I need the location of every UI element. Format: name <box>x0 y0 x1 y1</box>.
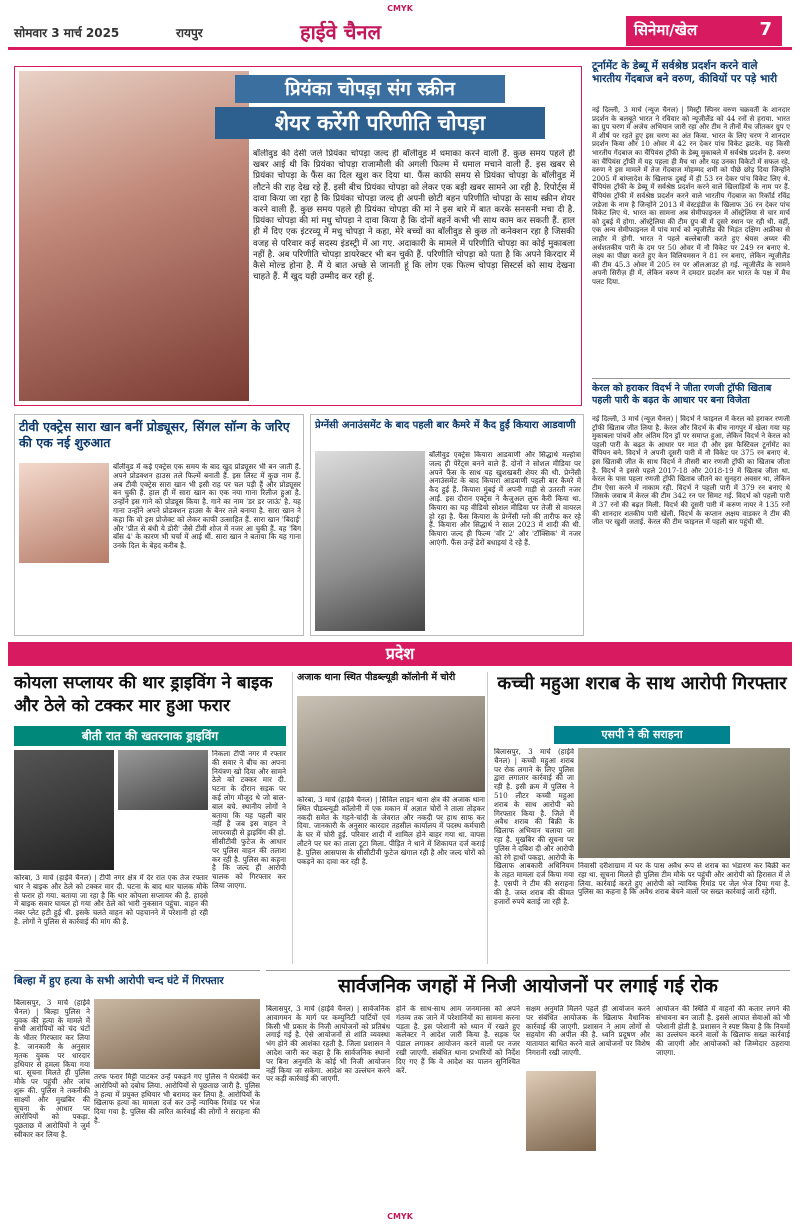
lead-headline-line1: प्रियंका चोपड़ा संग स्क्रीन <box>235 75 505 103</box>
sports-story-varun <box>592 60 790 372</box>
murder-story <box>14 970 260 1202</box>
accident-headline: कोयला सप्लायर की थार ड्राइविंग ने बाइक और ठेले को टक्कर मार हुआ फरार <box>14 673 273 716</box>
issue-date: सोमवार 3 मार्च 2025 <box>14 26 120 40</box>
sports-body-varun: नई दिल्ली, 3 मार्च (न्यूज चैनल) | मिस्ट्री स्पिनर वरुण चक्रवर्ती के शानदार प्रदर्शन के बलबूते भारत ने रविवार को न्यूजीलैंड को 44 रनों से हराया. भारत का ग्रुप चरण में अजेय अभियान जारी रहा और टीम ने तीनों मैच जीतकर ग्रुप ए में शीर्ष पर रहते हुए इस चरण का अंत किया. भारत के लिए चरण ने शानदार प्रदर्शन किया और 10 ओवर में 42 रन देकर पांच विकेट झटके. यह किसी भारतीय गेंदबाज का चैंपियंस ट्रॉफी के डेब्यू मुकाबले में सर्वश्रेष्ठ प्रदर्शन है. वरुण का चैंपियंस ट्रॉफी में यह पहला ही मैच था और यह उनका विकेटों में सफल रहे. वरुण ने इस मामले में तेज गेंदबाज मोहम्मद शमी को पीछे छोड़ दिया जिन्होंने 2005 में बांग्लादेश के खिलाफ दुबई में ही 53 रन देकर पांच विकेट लिए थे. चैंपियंस ट्रॉफी के डेब्यू में सर्वश्रेष्ठ प्रदर्शन करने वाले खिलाड़ियों के नाम पर हैं. चैंपियंस ट्रॉफी में सर्वश्रेष्ठ प्रदर्शन करने वाले भारतीय गेंदबाज का रिकॉर्ड रविंद्र जडेजा के नाम है जिन्होंने 2013 में वेस्टइंडीज के खिलाफ 36 रन देकर पांच विकेट लिए थे. भारत का सामना अब सेमीफाइनल में ऑस्ट्रेलिया से चार मार्च को दुबई में होगा. ऑस्ट्रेलिया की टीम ग्रुप बी में दूसरे स्थान पर रही थी. वहीं, एक अन्य सेमीफाइनल में पांच मार्च को न्यूजीलैंड की भिड़ंत दक्षिण अफ्रीका से लाहौर में होगी. भारत ने पहले बल्लेबाजी करते हुए श्रेयस अय्यर की अर्धशतकीय पारी के दम पर 50 ओवर में नौ विकेट पर 249 रन बनाए थे. लक्ष्य का पीछा करते हुए केन विलियमसन ने 81 रन बनाए, लेकिन न्यूजीलैंड की टीम 45.3 ओवर में 205 रन पर ऑलआउट हो गई. न्यूजीलैंड के सामने अपनी सिरीज़ ही में, लेकिन वरुण ने दमदार प्रदर्शन कर भारत के पक्ष में मैच पलट दिया. <box>592 106 790 286</box>
public-events-headline: सार्वजनिक जगहों में निजी आयोजनों पर लगाई गई रोक <box>338 975 718 997</box>
section-tab <box>626 16 782 46</box>
liquor-body-right: निवासी दरीशाग्राम में घर के पास अवैध रूप से शराब का भंडारण कर बिक्री कर रहा था. सूचना मिलते ही पुलिस टीम मौके पर पहुंची और आरोपी को हिरासत में ले लिया. कार्रवाई करते हुए आरोपी को न्यायिक रिमांड पर जेल भेज दिया गया है. पुलिस का कहना है कि अवैध शराब बेचने वालों पर सख्त कार्रवाई जारी रहेगी. <box>578 862 790 897</box>
tv-actress-body: बॉलीवुड में कई एक्ट्रेस एक समय के बाद खुद प्रोड्यूसर भी बन जाती हैं. अपने प्रोडक्शन हाउस तले फिल्में बनाती हैं. इस लिस्ट में कुछ नाम हैं. अब टीवी एक्ट्रेस सारा खान भी इसी राह पर चल पड़ी हैं और प्रोड्यूसर बन चुकी हैं. हाल ही में सारा खान का एक नया गाना रिलीज हुआ है. उन्होंने इस गाने को प्रोड्यूस किया है. गाने का नाम 'डर डर जाऊं' है. यह गाना उन्होंने अपने प्रोडक्शन हाउस के बैनर तले बनाया है. सारा खान ने कहा कि वो इस प्रोजेक्ट को लेकर काफी उत्साहित हैं. सारा खान 'बिदाई' और 'प्रीत से बंधी ये डोरी' जैसे टीवी शोज में नजर आ चुकी हैं. वह 'बिग बॉस 4' के कारण भी चर्चा में आई थीं. सारा खान ने बताया कि यह गाना उनके दिल के बेहद करीब है. <box>113 463 301 551</box>
lead-body: बॉलीवुड की देसी जर्ल प्रियंका चोपड़ा जल्द ही बॉलीवुड में धमाका करने वाली हैं. कुछ समय पहले ही खबर आई थी कि प्रियंका चोपड़ा राजामौली की अगली फिल्म में धमाल मचाने वाली हैं. इस खबर से प्रियंका चोपड़ा के फैंस का दिल खुश कर दिया था. फैंस काफी समय से प्रियंका चोपड़ा के बॉलीवुड में लौटने की राह देख रहे हैं. इसी बीच प्रियंका चोपड़ा को लेकर एक बड़ी खबर सामने आ रही है. रिपोर्ट्स में दावा किया जा रहा है कि प्रियंका चोपड़ा जल्द ही अपनी छोटी बहन परिणीति चोपड़ा के साथ स्क्रीन शेयर करने वाली हैं. कुछ समय पहले ही प्रियंका चोपड़ा की मां ने इस बारे में बात करके सनसनी मचा दी है. प्रियंका चोपड़ा की मां मधु चोपड़ा ने दावा किया है कि दोनों बहनें कभी भी साथ काम कर सकती हैं. हाल ही में दिए एक इंटरव्यू में मधु चोपड़ा ने कहा, मेरे बच्चों का बॉलीवुड से कुछ तो कनेक्शन रहा है जिसकी वजह से परिवार कई सदस्य इंडस्ट्री में आ गए. अदाकारी के मामले में परिणीति चोपड़ा का कोई मुकाबला नहीं है. अब परिणीति चोपड़ा डायरेक्टर भी बन चुकी हैं. परिणीति चोपड़ा को पता है कि अपने किरदार में कैसे मोल्ड होना है. मैं ये बात अच्छे से जानती हूं कि लोग एक फिल्म चोपड़ा सिस्टर्स को साथ देखना चाहते हैं. मैं खुद यही उम्मीद कर रही हूं. <box>253 149 575 283</box>
tv-actress-story <box>14 414 304 636</box>
kiara-headline: प्रेग्नेंसी अनाउंसमेंट के बाद पहली बार कैमरे में कैद हुईं कियारा आडवाणी <box>315 420 576 431</box>
accident-photo-1 <box>14 750 114 870</box>
theft-photo <box>297 696 485 792</box>
kiara-story <box>310 414 584 636</box>
murder-headline: बिल्हा में हुए हत्या के सभी आरोपी चन्द घंटे में गिरफ्तार <box>14 975 224 987</box>
theft-body: कोरबा, 3 मार्च (हाईवे चैनल) | सिविल लाइन थाना क्षेत्र की अजाक थाना स्थित पीडब्ल्यूडी कॉलोनी में एक मकान में अज्ञात चोरों ने ताला तोड़कर नकदी समेत के गहने-चांदी के जेवरात और नकदी पर हाथ साफ कर दिया. जानकारी के अनुसार कारदार तहसील कार्यालय में पदस्थ कर्मचारी के घर में चोरी हुई. परिवार शादी में शामिल होने बाहर गया था. वापस लौटने पर घर का ताला टूटा मिला. पीड़ित ने थाने में शिकायत दर्ज कराई है. पुलिस आसपास के सीसीटीवी फुटेज खंगाल रही है और जल्द चोरों को पकड़ने का दावा कर रही है. <box>297 796 485 866</box>
sports-story-ranji <box>592 378 790 638</box>
newspaper-logo: हाईवे चैनल <box>300 20 382 44</box>
liquor-subhead: एसपी ने की सराहना <box>554 726 730 744</box>
cmyk-marker-top: CMYK <box>387 4 413 13</box>
liquor-photo <box>578 748 790 858</box>
sports-headline-ranji: केरल को हराकर विदर्भ ने जीता रणजी ट्रॉफी खिताब पहली पारी के बढ़त के आधार पर बना विजेता <box>592 383 772 406</box>
liquor-headline: कच्ची महुआ शराब के साथ आरोपी गिरफ्तार <box>497 673 787 694</box>
lead-headline-line2: शेयर करेंगी परिणीति चोपड़ा <box>215 107 545 139</box>
public-events-story <box>266 970 790 1202</box>
liquor-body-left: बिलासपुर, 3 मार्च (हाईवे चैनल) | कच्ची महुआ शराब पर रोक लगाने के लिए पुलिस द्वारा लगातार कार्रवाई की जा रही है. इसी क्रम में पुलिस ने 510 लीटर कच्ची महुआ शराब के साथ आरोपी को गिरफ्तार किया है. जिले में अवैध शराब की बिक्री के खिलाफ अभियान चलाया जा रहा है. मुखबिर की सूचना पर पुलिस ने दबिश दी और आरोपी को रंगे हाथों पकड़ा. आरोपी के खिलाफ आबकारी अधिनियम के तहत मामला दर्ज किया गया है. एसपी ने टीम की सराहना की है. जब्त शराब की कीमत हजारों रुपये बताई जा रही है. <box>494 748 574 906</box>
kiara-photo <box>315 451 425 631</box>
lead-story <box>14 66 582 406</box>
sports-headline-varun: टूर्नामेंट के डेब्यू में सर्वश्रेष्ठ प्रदर्शन करने वाले भारतीय गेंदबाज बने वरुण, कीवियों पर पड़े भारी <box>592 60 778 85</box>
pradesh-section-band: प्रदेश <box>8 642 792 666</box>
accident-story <box>14 672 286 964</box>
public-events-body-col3: सक्षम अनुमति मिलने पहले ही आयोजन करने पर संबंधित आयोजक के खिलाफ वैधानिक कार्रवाई की जाएगी. प्रशासन ने आम लोगों से सहयोग की अपील की है. ध्वनि प्रदूषण और यातायात बाधित करने वाले आयोजनों पर विशेष निगरानी रखी जाएगी. <box>526 1005 650 1057</box>
murder-photo <box>94 999 260 1069</box>
accident-body-right: निकला टीपी नगर में रफ्तार की सवार ने बीच का अपना नियंत्रण खो दिया और सामने ठेले को टक्कर मार दी. घटना के दौरान सड़क पर कई लोग मौजूद थे जो बाल-बाल बचे. स्थानीय लोगों ने बताया कि यह पहली बार नहीं है जब इस वाहन ने लापरवाही से ड्राइविंग की हो. सीसीटीवी फुटेज के आधार पर पुलिस वाहन की तलाश कर रही है. पुलिस का कहना है कि जल्द ही आरोपी चालक को गिरफ्तार कर लिया जाएगा. <box>212 750 286 890</box>
accident-body-left: कोरबा, 3 मार्च (हाईवे चैनल) | टीपी नगर क्षेत्र में देर रात एक तेज रफ्तार थार ने बाइक और ठेले को टक्कर मार दी. घटना के बाद थार चालक मौके से फरार हो गया. बताया जा रहा है कि थार कोयला सप्लायर की है. हादसे में बाइक सवार घायल हो गया और ठेले को भारी नुकसान पहुंचा. वाहन की नंबर प्लेट हटी हुई थी. इसके चलते वाहन को पहचानने में परेशानी हो रही है. लोगों ने पुलिस से कार्रवाई की मांग की है. <box>14 874 208 926</box>
sports-body-ranji: नई दिल्ली, 3 मार्च (न्यूज चैनल) | विदर्भ ने फाइनल में केरल को हराकर रणजी ट्रॉफी खिताब जीत लिया है. केरल और विदर्भ के बीच नागपुर में खेला गया यह मुकाबला पांचवें और अंतिम दिन ड्रॉ पर समाप्त हुआ, लेकिन विदर्भ ने केरल को पहली पारी के बढ़त के आधार पर मात दी और इस फैस्टिवल टूर्नामेंट का चैंपियन बने. विदर्भ ने अपनी दूसरी पारी में नौ विकेट पर 375 रन बनाए थे. इस खिताबी जीत के साथ विदर्भ ने तीसरी बार रणजी ट्रॉफी का खिताब जीता है. विदर्भ ने इससे पहले 2017-18 और 2018-19 में खिताब जीता था. केरल के पास पहला रणजी ट्रॉफी खिताब जीतने का सुनहरा अवसर था, लेकिन टीम ऐसा करने में नाकाम रही. विदर्भ ने पहली पारी में 379 रन बनाए थे जिसके जवाब में केरल की टीम 342 रन पर सिमट गई. विदर्भ को पहली पारी में 37 रनों की बढ़त मिली. विदर्भ की दूसरी पारी में करुण नायर ने 135 रनों की शानदार शतकीय पारी खेली. विदर्भ के कप्तान अक्षय वाडकर ने टीम की जीत पर खुशी जताई. केरल की टीम फाइनल में पहली बार पहुंची थी. <box>592 415 790 527</box>
page-number: 7 <box>759 19 772 40</box>
official-portrait <box>526 1071 596 1151</box>
liquor-story <box>494 672 790 964</box>
tv-actress-photo <box>19 463 109 563</box>
public-events-body-col2: होने के साथ-साथ आम जनमानस को अपने गंतव्य तक जाने में परेशानियों का सामना करना पड़ता है. इस परेशानी को ध्यान में रखते हुए कलेक्टर ने आदेश जारी किया है. सड़क पर पंडाल लगाकर आयोजन करने वालों पर नजर रखी जाएगी. संबंधित थाना प्रभारियों को निर्देश दिए गए हैं कि वे आदेश का पालन सुनिश्चित करें. <box>396 1005 520 1075</box>
public-events-body-col4: आयोजन की स्थिति में वाहनों की कतार लगने की संभावना बन जाती है. इससे आपात सेवाओं को भी परेशानी होती है. प्रशासन ने स्पष्ट किया है कि नियमों का उल्लंघन करने वालों के खिलाफ सख्त कार्रवाई की जाएगी और आयोजकों को जिम्मेदार ठहराया जाएगा. <box>656 1005 790 1057</box>
accident-photo-2 <box>118 750 208 810</box>
murder-body-left: बिलासपुर, 3 मार्च (हाईवे चैनल) | बिल्हा पुलिस ने युवक की हत्या के मामले में सभी आरोपियों को चंद घंटों के भीतर गिरफ्तार कर लिया है. जानकारी के अनुसार मृतक युवक पर धारदार हथियार से हमला किया गया था. सूचना मिलते ही पुलिस मौके पर पहुंची और जांच शुरू की. पुलिस ने तकनीकी साक्ष्यों और मुखबिर की सूचना के आधार पर आरोपियों को पकड़ा. पूछताछ में आरोपियों ने जुर्म स्वीकार कर लिया है. <box>14 999 90 1139</box>
accident-subhead: बीती रात की खतरनाक ड्राइविंग <box>14 726 286 746</box>
tv-actress-headline: टीवी एक्ट्रेस सारा खान बनीं प्रोड्यूसर, सिंगल सॉन्ग के जरिए की एक नई शुरुआत <box>19 419 290 450</box>
theft-headline: अजाक थाना स्थित पीडब्ल्यूडी कॉलोनी में चोरी <box>297 672 456 683</box>
public-events-body-col1: बिलासपुर, 3 मार्च (हाईवे चैनल) | सार्वजनिक आवागमन के मार्ग पर कम्युनिटी पार्टियों एवं किसी भी प्रकार के निजी आयोजनों को प्रतिबंध लगाई गई है. ऐसे आयोजनों से शांति व्यवस्था भंग होने की आशंका रहती है. जिला प्रशासन ने आदेश जारी कर कहा है कि सार्वजनिक स्थानों पर बिना अनुमति के कोई भी निजी आयोजन नहीं किया जा सकेगा. आदेश का उल्लंघन करने पर कड़ी कार्रवाई की जाएगी. <box>266 1005 390 1084</box>
theft-story <box>292 672 488 964</box>
murder-body-right: तरफ फरार मिट्टी पाटकर उन्हें पकड़ने गए पुलिस ने घेराबंदी कर आरोपियों को दबोच लिया. आरोपियों से पूछताछ जारी है. पुलिस ने हत्या में प्रयुक्त हथियार भी बरामद कर लिया है. आरोपियों के खिलाफ हत्या का मामला दर्ज कर उन्हें न्यायिक रिमांड पर भेज दिया गया है. पुलिस की त्वरित कार्रवाई की लोगों ने सराहना की है. <box>94 1073 260 1125</box>
kiara-body: बॉलीवुड एक्ट्रेस कियारा आडवाणी और सिद्धार्थ मल्होत्रा जल्द ही पेरेंट्स बनने वाले हैं. दोनों ने सोशल मीडिया पर अपने फैंस के साथ यह खुशखबरी शेयर की थी. प्रेग्नेंसी अनाउंसमेंट के बाद कियारा आडवाणी पहली बार कैमरे में कैद हुई हैं. कियारा मुंबई में अपनी गाड़ी से उतरती नजर आईं. इस दौरान एक्ट्रेस ने कैजुअल लुक कैरी किया था. कियारा का यह वीडियो सोशल मीडिया पर तेजी से वायरल हो रहा है. फैंस कियारा के प्रेग्नेंसी ग्लो की तारीफ कर रहे हैं. कियारा और सिद्धार्थ ने साल 2023 में शादी की थी. कियारा जल्द ही फिल्म 'वॉर 2' और 'टॉक्सिक' में नजर आएंगी. फैंस उन्हें ढेरों बधाइयां दे रहे हैं. <box>429 451 581 547</box>
edition-city: रायपुर <box>176 26 203 40</box>
cmyk-marker-bottom: CMYK <box>387 1212 413 1221</box>
section-name: सिनेमा/खेल <box>634 21 698 39</box>
